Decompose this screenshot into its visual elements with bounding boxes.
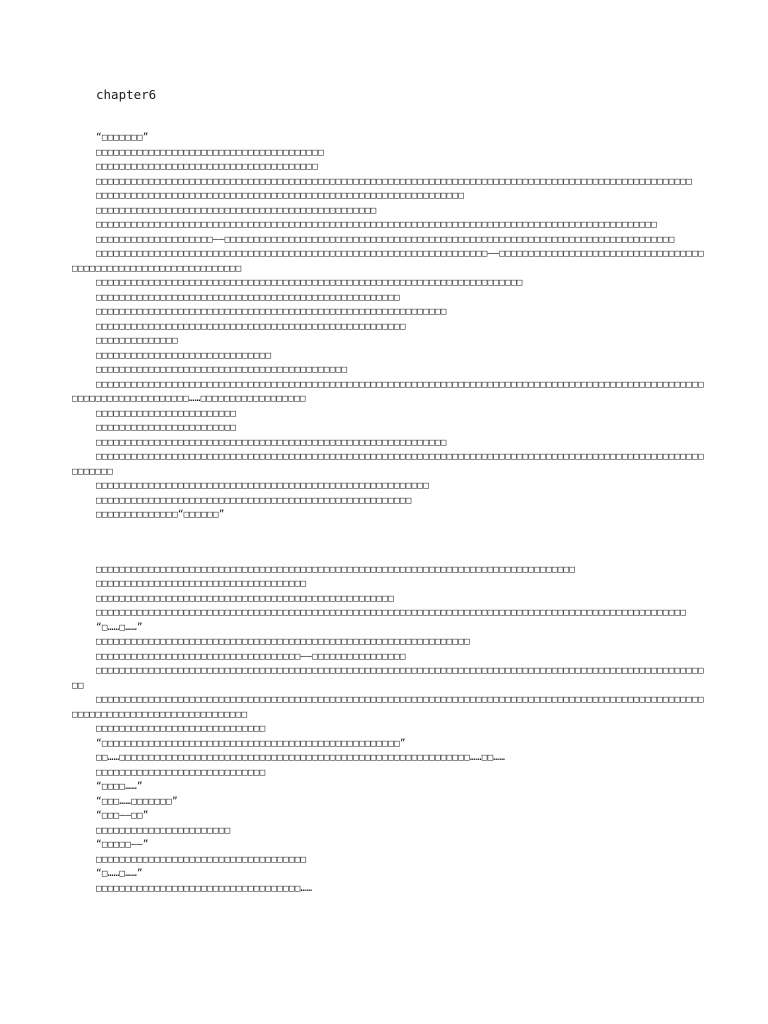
- paragraph: □□□□□□□□□□□□□□□□□□□□□□□: [96, 824, 231, 836]
- paragraph: □□□□□□□□□□□□□□“□□□□□□”: [96, 509, 225, 520]
- paragraph: □□□□□□□□□□□□□□□□□□□□□□□□□□□□□□□□□□□□□□□□□□□□□□□□□□□□□□□□□□□□□□□□□□□□□□□□□: [96, 277, 523, 288]
- paragraph: □□□□□□□□□□□□□□□□□□□□□□□□□□□□□□□□□□□□□□□: [96, 146, 324, 158]
- paragraph: “□□□……□□□□□□□”: [96, 795, 178, 807]
- paragraph: □□□□□□□□□□□□□□□□□□□□□□□□□□□□□□□□□□□——□□□□□□□□□□□□□□□□: [96, 650, 406, 662]
- paragraph: □□□□□□□□□□□□□□□□□□□□□□□□□□□□□□□□□□□□□□□□□□□□□□□□□□□□□□□□□□□□□□□□□□□□□□□□□□□□□□□□□□□□□□□□□□□□□□□□□□□□□□□□□□: [72, 665, 704, 691]
- paragraph: □□□□□□□□□□□□□□□□□□□□□□□□□□□□□□□□□□□□□□□□□□□□□□□□□□□□□□□□□□□□: [96, 306, 447, 317]
- paragraph: □□□□□□□□□□□□□□□□□□□□□□□□□□□□□□□□□□□□□□□□□□□□□□□□□□□□□□□□□□□□□□□: [96, 190, 465, 201]
- paragraph: □□□□□□□□□□□□□□□□□□□□□□□□□□□□□□□□□□□□: [96, 853, 307, 865]
- paragraph: “□□□□……”: [96, 781, 143, 792]
- chapter-body: [72, 131, 706, 896]
- paragraph: □□□□□□□□□□□□□□□□□□□□□□□□□□□□□□□□□□□□□□: [96, 161, 319, 172]
- paragraph: □□□□□□□□□□□□□□□□□□□□□□□□□□□□□□□□□□□□□□□□□□□: [96, 364, 348, 375]
- paragraph-gap: [72, 539, 706, 547]
- paragraph: □□□□□□□□□□□□□□□□□□□□□□□□□□□□□□□□□□□□□□□□□□□□□□□□□□□□□□□□□□□□□□□□□□□□□□□□□□□□□□□□□□: [96, 563, 576, 575]
- paragraph: “□□□□□——”: [96, 839, 149, 850]
- paragraph: □□□□□□□□□□□□□□□□□□□□□□□□□□□□□□□□□□□□□□□□□□□□□□□□□□□□□□□□□□□□□□□□□□□——□□□□□□□□□□□□□□□□□□□□□□□□□□□□□□□□□□□□□□□□□□□□□□□□□□□□□□□□□□□□□□□□: [72, 248, 704, 274]
- paragraph: □□□□□□□□□□□□□□□□□□□□□□□□□□□□□: [96, 723, 266, 734]
- paragraph: □□□□□□□□□□□□□□□□□□□□□□□□□□□□□□□□□□□□□□□□□□□□□□□□□□□□□□□□□□□□□□□□□□□□□□□□□□□□□□□□□□□□□□□□□□□□□□□□□□□□□: [96, 607, 687, 618]
- paragraph: □□□□□□□□□□□□□□□□□□□□□□□□□□□□□□□□□□□□□□□□□□□□□□□□□□□□□□□□□□□□□□□□□□□□□□□□□□□□□□□□□□□□□□□□□□□□□□□□: [96, 219, 658, 230]
- paragraph: □□□□□□□□□□□□□□□□□□□□□□□□□□□□□□□□□□□□□□□□□□□□□□□□□□□: [96, 592, 395, 604]
- paragraph: □□□□□□□□□□□□□□□□□□□□□□□□□□□□□□□□□□□□: [96, 578, 307, 589]
- paragraph: □□□□□□□□□□□□□□□□□□□□□□□□□□□□□□□□□□□□□□□□□□□□□□□□□□□□□□□□□□□□: [96, 436, 447, 448]
- paragraph: □□□□□□□□□□□□□□□□□□□□□□□□: [96, 407, 237, 419]
- paragraph: “□……□……”: [96, 621, 143, 633]
- paragraph: □□□□□□□□□□□□□□□□□□□□□□□□□□□□□: [96, 766, 266, 778]
- paragraph: □□□□□□□□□□□□□□□□□□□□□□□□□□□□□□□□□□□□□□□□□□□□□□□□: [96, 204, 377, 216]
- paragraph: □□□□□□□□□□□□□□□□□□□□——□□□□□□□□□□□□□□□□□□□□□□□□□□□□□□□□□□□□□□□□□□□□□□□□□□□□□□□□□□□□□□□□□□□□□□□□□□□□□: [96, 233, 675, 245]
- paragraph: “□□□□□□□□□□□□□□□□□□□□□□□□□□□□□□□□□□□□□□□□□□□□□□□□□□□”: [96, 737, 406, 749]
- paragraph: □□□□□□□□□□□□□□□□□□□□□□□□□□□□□□□□□□□□□□□□□□□□□□□□□□□□□□: [96, 494, 412, 506]
- paragraph: □□□□□□□□□□□□□□□□□□□□□□□□□□□□□□□□□□□□□□□□□□□□□□□□□□□□□□□□□□□□□□□□□□□□□□□□□□□□□□□□□□□□□□□□□□□□□□□□□□□□□□□□□□□□□□□: [72, 451, 704, 477]
- paragraph: □□□□□□□□□□□□□□□□□□□□□□□□: [96, 422, 237, 433]
- paragraph: □□□□□□□□□□□□□□□□□□□□□□□□□□□□□□□□□□□□□□□□□□□□□□□□□□□□□□□□□□□□□□□□□□□□□□□□□□□□□□□□□□□□□□□□□□□□□□□□□□□□□□: [96, 175, 693, 187]
- paragraph: □□□□□□□□□□□□□□□□□□□□□□□□□□□□□□□□□□□□□□□□□□□□□□□□□□□□□□□□□□□□□□□□□□□□□□□□□□□□□□□□□□□□□□□□□□□□□□□□□□□□□□□□□□□□□□□□□□□□□□□□□□□□……□□□□□□□□□□□□□□□□□□: [72, 378, 704, 404]
- chapter-title: chapter6: [96, 87, 157, 102]
- paragraph: “□……□……”: [96, 868, 143, 879]
- paragraph: □□□□□□□□□□□□□□□□□□□□□□□□□□□□□□□□□□□□□□□□□□□□□□□□□□□□□□□□□□□□□□□□: [96, 636, 471, 647]
- paragraph: “□□□□□□□”: [96, 132, 149, 143]
- paragraph: □□□□□□□□□□□□□□□□□□□□□□□□□□□□□□□□□□□……: [96, 882, 313, 894]
- paragraph: □□……□□□□□□□□□□□□□□□□□□□□□□□□□□□□□□□□□□□□□□□□□□□□□□□□□□□□□□□□□□□□……□□……: [96, 752, 506, 763]
- paragraph: □□□□□□□□□□□□□□□□□□□□□□□□□□□□□□□□□□□□□□□□□□□□□□□□□□□□□□□□□□□□□□□□□□□□□□□□□□□□□□□□□□□□□□□□□□□□□□□□□□□□□□□□□□□□□□□□□□□□□□□□□□□□□□□□□□□□□□: [72, 694, 704, 720]
- paragraph: “□□□——□□”: [96, 810, 149, 821]
- paragraph: □□□□□□□□□□□□□□□□□□□□□□□□□□□□□□□□□□□□□□□□□□□□□□□□□□□□□□□□□: [96, 480, 430, 491]
- paragraph: □□□□□□□□□□□□□□□□□□□□□□□□□□□□□□: [96, 349, 272, 361]
- paragraph: □□□□□□□□□□□□□□□□□□□□□□□□□□□□□□□□□□□□□□□□□□□□□□□□□□□□□: [96, 320, 406, 332]
- paragraph: □□□□□□□□□□□□□□□□□□□□□□□□□□□□□□□□□□□□□□□□□□□□□□□□□□□□: [96, 291, 400, 303]
- paragraph: □□□□□□□□□□□□□□: [96, 335, 178, 346]
